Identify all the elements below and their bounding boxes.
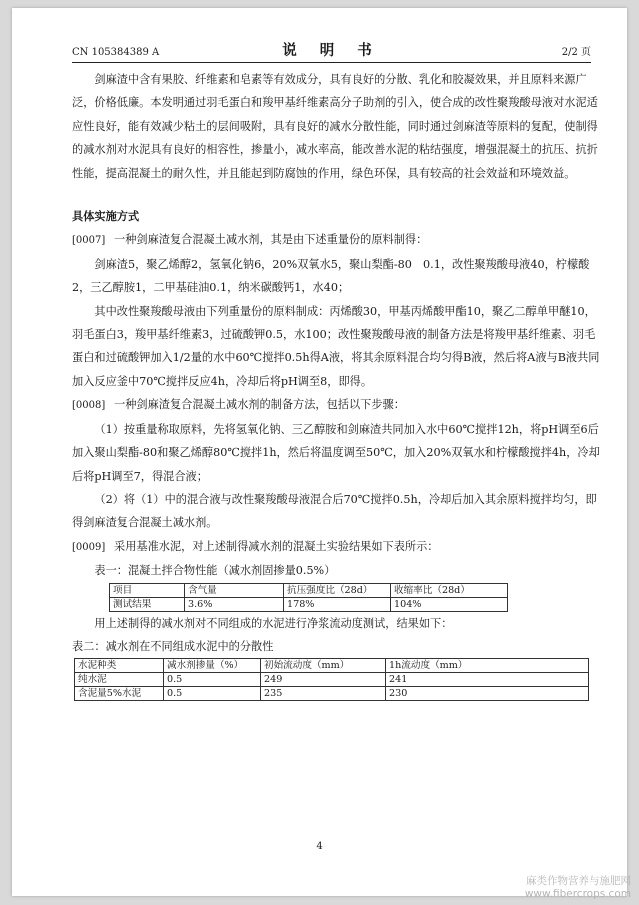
- table-row: [110, 597, 508, 611]
- table-cell: 含气量: [185, 583, 284, 597]
- table-row: [75, 659, 589, 673]
- paragraph-tag: [0009]: [72, 541, 106, 553]
- watermark-site-name: 麻类作物营养与施肥网: [526, 875, 631, 887]
- paragraph-text: 一种剑麻渣复合混凝土减水剂，其是由下述重量份的原料制得：: [114, 233, 428, 247]
- table1-caption: 表一：混凝土拌合物性能（减水剂固掺量0.5%）: [94, 564, 336, 578]
- table-cell: 减水剂掺量（%）: [164, 659, 261, 673]
- table-cell: 抗压强度比（28d）: [284, 583, 391, 597]
- paragraph-0007-lead: [72, 228, 600, 252]
- table-row: [75, 687, 589, 701]
- table-1: [109, 583, 508, 612]
- watermark-url: www.fibercrops.com: [524, 888, 631, 900]
- table-cell: 0.5: [164, 687, 261, 701]
- table-cell: 含泥量5%水泥: [75, 687, 164, 701]
- page-header: [72, 40, 591, 63]
- page-number: 4: [316, 841, 323, 852]
- table-cell: 测试结果: [110, 597, 185, 611]
- document-title: 说 明 书: [282, 42, 381, 59]
- table-cell: 241: [386, 673, 589, 687]
- page-indicator: 2/2 页: [561, 47, 591, 58]
- paragraph-0008-step2: （2）将（1）中的混合液与改性聚羧酸母液混合后70℃搅拌0.5h，冷却后加入其余原料搅拌均匀，即得剑麻渣复合混凝土减水剂。: [72, 492, 597, 530]
- table-2: [74, 658, 589, 701]
- paragraph-text: 一种剑麻渣复合混凝土减水剂的制备方法，包括以下步骤：: [114, 398, 405, 412]
- table-cell: 104%: [391, 597, 508, 611]
- paragraph-tag: [0007]: [72, 235, 106, 247]
- table-cell: 水泥种类: [75, 659, 164, 673]
- paragraph-0007-text1: 剑麻渣5，聚乙烯醇2，氢氧化钠6，20%双氧水5，聚山梨酯-80 0.1，改性聚羧酸母液40，柠檬酸2，三乙醇胺1，二甲基硅油0.1，纳米碳酸钙1，水40；: [72, 257, 590, 295]
- paragraph-0008-step1: （1）按重量称取原料，先将氢氧化钠、三乙醇胺和剑麻渣共同加入水中60℃搅拌12h，将pH调至6后加入聚山梨酯-80和聚乙烯醇80℃搅拌1h，然后将温度调至50℃，加入20%双氧水和柠檬酸搅拌4h，冷却后将pH调至7，得混合液；: [72, 422, 600, 483]
- table-cell: 纯水泥: [75, 673, 164, 687]
- table-cell: 1h流动度（mm）: [386, 659, 589, 673]
- paragraph-0009-lead: [72, 535, 600, 559]
- table-cell: 249: [261, 673, 386, 687]
- table-cell: 0.5: [164, 673, 261, 687]
- intro-paragraph: 剑麻渣中含有果胶、纤维素和皂素等有效成分，具有良好的分散、乳化和胶凝效果，并且原料来源广泛，价格低廉。本发明通过羽毛蛋白和羧甲基纤维素高分子助剂的引入，使合成的改性聚羧酸母液对水泥适应性良好，能有效减少粘土的层间吸附，具有良好的减水分散性能，同时通过剑麻渣等原料的复配，使制得的减水剂对水泥具有良好的相容性，掺量小，减水率高，能改善水泥的粘结强度，增强混凝土的抗压、抗折性能，提高混凝土的耐久性，并且能起到防腐蚀的作用，绿色环保，具有较高的社会效益和环境效益。: [72, 73, 598, 180]
- document-body: [72, 68, 600, 701]
- paragraph-text: 采用基准水泥，对上述制得减水剂的混凝土实验结果如下表所示：: [114, 539, 439, 553]
- table2-caption: 表二：减水剂在不同组成水泥中的分散性: [72, 639, 274, 653]
- watermark: [525, 875, 631, 901]
- section-title: 具体实施方式: [72, 210, 140, 224]
- table-cell: 235: [261, 687, 386, 701]
- table-cell: 178%: [284, 597, 391, 611]
- table-row: [110, 583, 508, 597]
- patent-number: CN 105384389 A: [72, 47, 160, 58]
- table-cell: 初始流动度（mm）: [261, 659, 386, 673]
- paragraph-0008-lead: [72, 393, 600, 417]
- table-row: [75, 673, 589, 687]
- paragraph-0009-between: 用上述制得的减水剂对不同组成的水泥进行净浆流动度测试，结果如下：: [94, 616, 453, 630]
- table-cell: 项目: [110, 583, 185, 597]
- document-page: [12, 8, 627, 896]
- table-cell: 230: [386, 687, 589, 701]
- table-cell: 收缩率比（28d）: [391, 583, 508, 597]
- paragraph-tag: [0008]: [72, 400, 106, 412]
- paragraph-0007-text2: 其中改性聚羧酸母液由下列重量份的原料制成：丙烯酸30，甲基丙烯酸甲酯10，聚乙二醇单甲醚10，羽毛蛋白3，羧甲基纤维素3，过硫酸钾0.5，水100；改性聚羧酸母液的制备方法是将羧甲基纤维素、羽毛蛋白和过硫酸钾加入1/2量的水中60℃搅拌0.5h得A液，将其余原料混合均匀得B液，然后将A液与B液共同加入反应釜中70℃搅拌反应4h，冷却后将pH调至8，即得。: [72, 304, 600, 388]
- table-cell: 3.6%: [185, 597, 284, 611]
